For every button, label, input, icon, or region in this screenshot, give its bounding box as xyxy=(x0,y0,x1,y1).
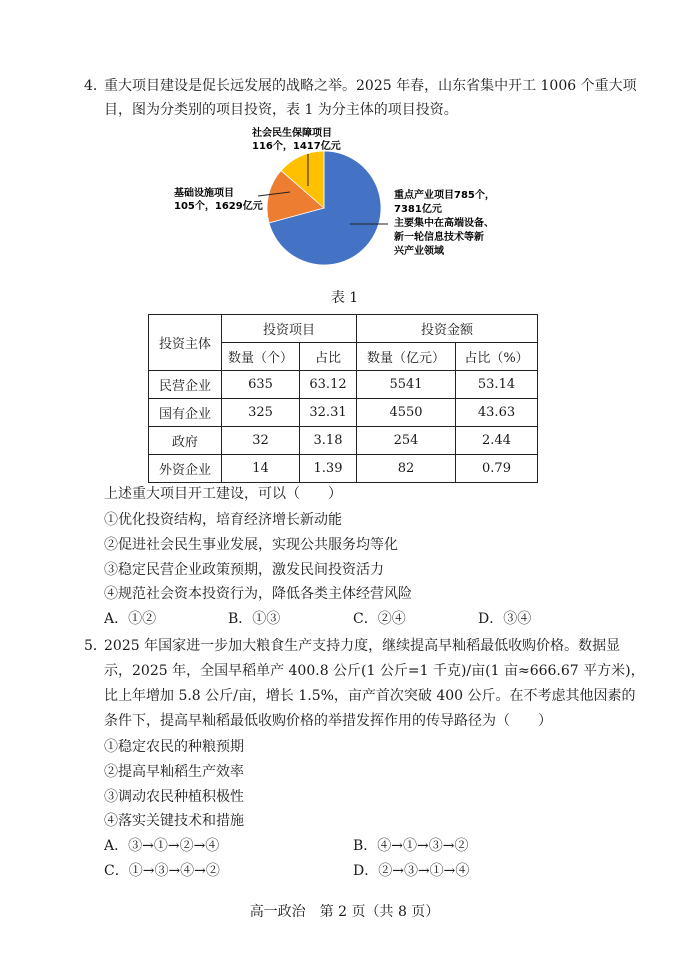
table-cell: 1.39 xyxy=(300,455,357,483)
subheader-count: 数量（个） xyxy=(222,343,300,371)
subheader-ratio: 占比 xyxy=(300,343,357,371)
q5-stem-line3: 比上年增加 5.8 公斤/亩，增长 1.5%，亩产首次突破 400 公斤。在不考虑其他因素的 xyxy=(104,688,636,704)
q4-stem-line2: 目，图为分类别的项目投资，表 1 为分主体的项目投资。 xyxy=(104,102,458,118)
header-subject: 投资主体 xyxy=(149,315,222,371)
table-cell: 政府 xyxy=(149,427,222,455)
social-label-value: 116个，1417亿元 xyxy=(252,141,341,152)
key-label-line2: 7381亿元 xyxy=(394,204,442,215)
table-cell: 63.12 xyxy=(300,371,357,399)
key-label-line4: 新一轮信息技术等新 xyxy=(394,232,484,243)
table-cell: 民营企业 xyxy=(149,371,222,399)
social-label-name: 社会民生保障项目 xyxy=(252,128,332,139)
key-label-line3: 主要集中在高端设备、 xyxy=(394,218,494,229)
q4-stem-line1: 重大项目建设是促长远发展的战略之举。2025 年春，山东省集中开工 1006 个重大项 xyxy=(104,78,637,94)
q5-item-3: ③调动农民种植积极性 xyxy=(104,789,244,805)
table-cell: 5541 xyxy=(357,371,456,399)
q4-option-d[interactable]: D．③④ xyxy=(478,611,532,627)
table-cell: 325 xyxy=(222,399,300,427)
table-cell: 0.79 xyxy=(456,455,538,483)
key-label-line5: 兴产业领域 xyxy=(394,246,444,257)
q4-item-2: ②促进社会民生事业发展，实现公共服务均等化 xyxy=(104,537,398,553)
q4-item-1: ①优化投资结构，培育经济增长新动能 xyxy=(104,512,342,528)
q5-item-4: ④落实关键技术和措施 xyxy=(104,813,244,829)
table-cell: 国有企业 xyxy=(149,399,222,427)
header-amount: 投资金额 xyxy=(357,315,538,343)
table-cell: 43.63 xyxy=(456,399,538,427)
table-row xyxy=(149,427,538,455)
q5-stem-line4: 条件下，提高早籼稻最低收购价格的举措发挥作用的传导路径为（ ） xyxy=(104,713,552,729)
q5-stem-line2: 示，2025 年，全国早稻单产 400.8 公斤(1 公斤=1 千克)/亩(1 亩≈666.67 平方米)， xyxy=(104,663,645,679)
table-cell: 3.18 xyxy=(300,427,357,455)
q5-option-c[interactable]: C．①→③→④→② xyxy=(104,863,220,879)
investment-table xyxy=(148,314,538,483)
infra-label-value: 105个，1629亿元 xyxy=(174,201,263,212)
table-cell: 14 xyxy=(222,455,300,483)
q4-item-3: ③稳定民营企业政策预期，激发民间投资活力 xyxy=(104,562,384,578)
subheader-money: 数量（亿元） xyxy=(357,343,456,371)
table-cell: 4550 xyxy=(357,399,456,427)
key-label-line1: 重点产业项目785个， xyxy=(394,190,495,201)
table-row xyxy=(149,399,538,427)
q5-option-d[interactable]: D．②→③→①→④ xyxy=(353,863,470,879)
q4-question: 上述重大项目开工建设，可以（ ） xyxy=(104,486,342,502)
q4-option-c[interactable]: C．②④ xyxy=(353,611,406,627)
page-footer: 高一政治 第 2 页（共 8 页） xyxy=(249,904,440,920)
table-cell: 254 xyxy=(357,427,456,455)
q5-item-1: ①稳定农民的种粮预期 xyxy=(104,739,244,755)
q5-item-2: ②提高早籼稻生产效率 xyxy=(104,764,244,780)
table-cell: 635 xyxy=(222,371,300,399)
investment-pie-chart xyxy=(160,124,540,284)
q5-option-a[interactable]: A．③→①→②→④ xyxy=(104,838,220,854)
q4-number: 4． xyxy=(84,78,107,94)
q5-option-b[interactable]: B．④→①→③→② xyxy=(353,838,469,854)
table-caption: 表 1 xyxy=(330,290,359,306)
q5-number: 5． xyxy=(84,638,107,654)
q4-option-a[interactable]: A．①② xyxy=(104,611,157,627)
table-row xyxy=(149,371,538,399)
header-projects: 投资项目 xyxy=(222,315,357,343)
table-cell: 82 xyxy=(357,455,456,483)
table-cell: 32 xyxy=(222,427,300,455)
infra-label-name: 基础设施项目 xyxy=(174,188,234,199)
q4-option-b[interactable]: B．①③ xyxy=(228,611,281,627)
table-cell: 32.31 xyxy=(300,399,357,427)
table-cell: 外资企业 xyxy=(149,455,222,483)
q4-item-4: ④规范社会资本投资行为，降低各类主体经营风险 xyxy=(104,586,412,602)
table-row xyxy=(149,455,538,483)
subheader-ratio-percent: 占比（%） xyxy=(456,343,538,371)
q5-stem-line1: 2025 年国家进一步加大粮食生产支持力度，继续提高早籼稻最低收购价格。数据显 xyxy=(104,638,621,654)
table-cell: 53.14 xyxy=(456,371,538,399)
table-cell: 2.44 xyxy=(456,427,538,455)
